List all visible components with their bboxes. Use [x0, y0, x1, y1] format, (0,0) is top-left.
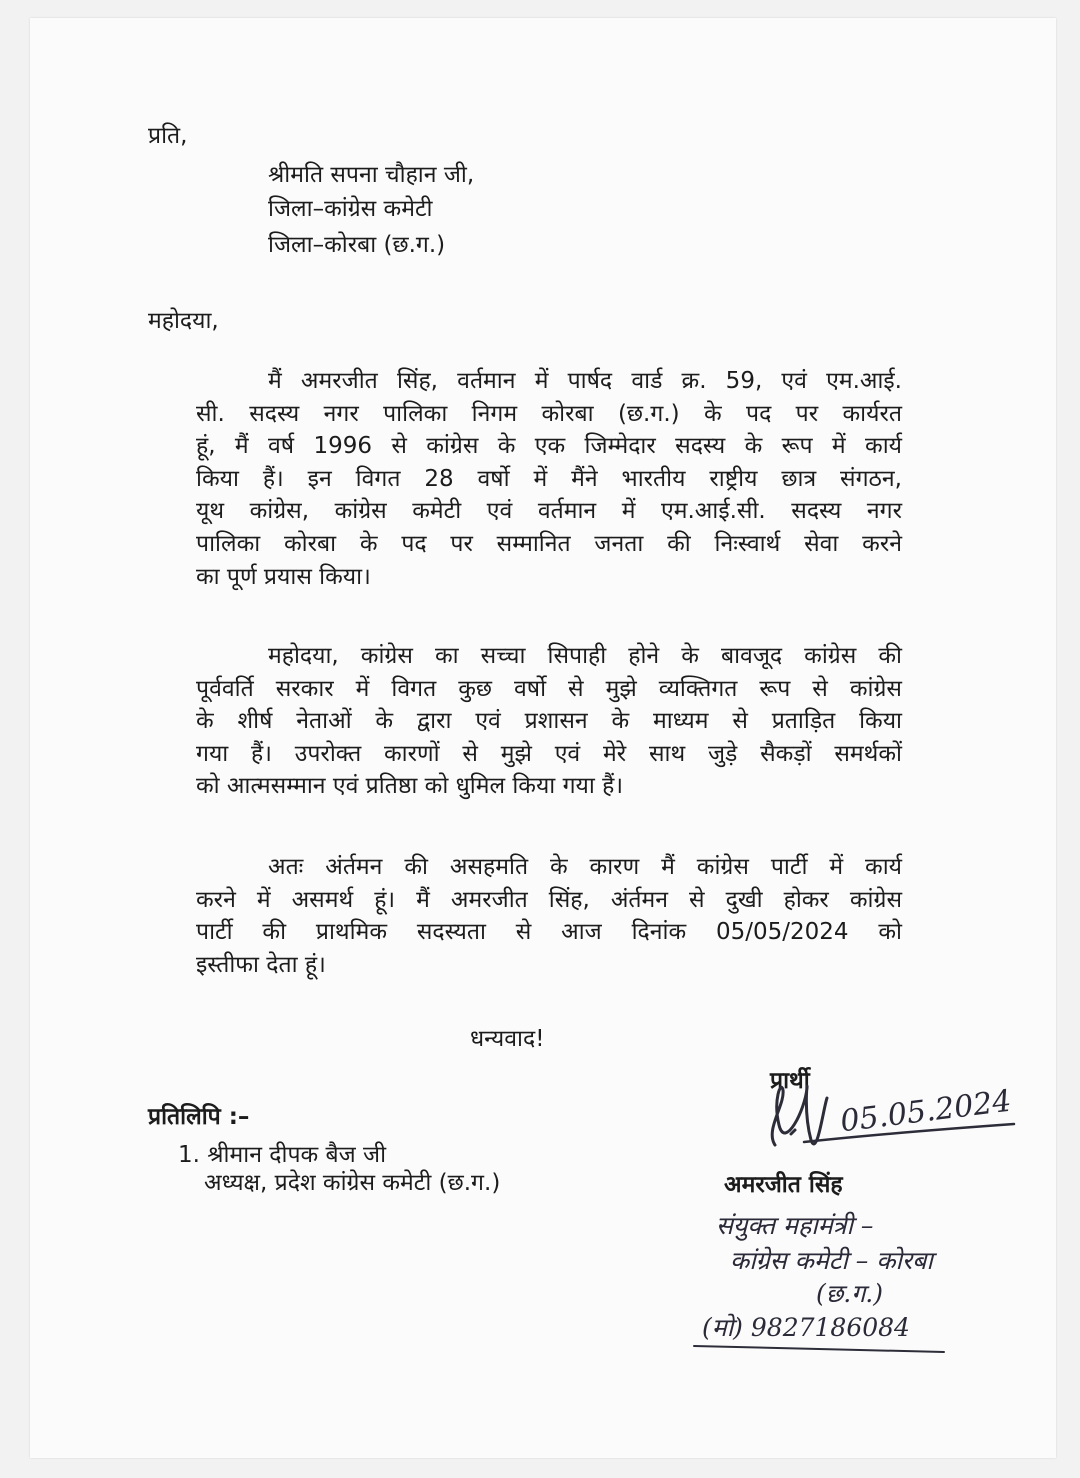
recipient-organization: जिला–कांग्रेस कमेटी — [268, 196, 433, 222]
paragraph-line: मैं अमरजीत सिंह, वर्तमान में पार्षद वार्ड क्र. 59, एवं एम.आई. — [268, 368, 902, 394]
paragraph-line: पार्टी की प्राथमिक सदस्यता से आज दिनांक 05/05/2024 को — [196, 919, 902, 946]
paragraph-1 — [196, 365, 902, 593]
salutation-prefix: प्रति, — [148, 123, 188, 149]
paragraph-line: इस्तीफा देता हूं। — [196, 951, 326, 978]
paragraph-line: के शीर्ष नेताओं के द्वारा एवं प्रशासन के माध्यम से प्रताड़ित किया — [196, 708, 902, 735]
thanks: धन्यवाद! — [470, 1026, 545, 1052]
signature-underline — [800, 1118, 1020, 1148]
handwritten-mobile: (मो) 9827186084 — [702, 1313, 910, 1342]
paragraph-2 — [196, 640, 902, 803]
handwritten-designation: संयुक्त महामंत्री – — [716, 1211, 874, 1240]
paragraph-line: गया हैं। उपरोक्त कारणों से मुझे एवं मेरे साथ जुड़े सैकड़ों समर्थकों — [196, 740, 902, 767]
recipient-name: श्रीमति सपना चौहान जी, — [268, 162, 475, 188]
paragraph-line: को आत्मसम्मान एवं प्रतिष्ठा को धुमिल किया गया हैं। — [196, 773, 624, 800]
paragraph-line: किया हैं। इन विगत 28 वर्षो में मैंने भारतीय राष्ट्रीय छात्र संगठन, — [196, 465, 902, 492]
paragraph-line: करने में असमर्थ हूं। मैं अमरजीत सिंह, अंर्तमन से दुखी होकर कांग्रेस — [196, 886, 902, 913]
paragraph-line: महोदया, कांग्रेस का सच्चा सिपाही होने के बावजूद कांग्रेस की — [268, 643, 902, 669]
greeting: महोदया, — [148, 308, 219, 334]
handwritten-committee: कांग्रेस कमेटी – कोरबा — [730, 1246, 933, 1275]
paragraph-line: पूर्ववर्ति सरकार में विगत कुछ वर्षो से मुझे व्यक्तिगत रूप से कांग्रेस — [196, 675, 902, 702]
copy-recipient-title: अध्यक्ष, प्रदेश कांग्रेस कमेटी (छ.ग.) — [204, 1170, 501, 1196]
signer-name: अमरजीत सिंह — [724, 1172, 843, 1198]
recipient-district: जिला–कोरबा (छ.ग.) — [268, 232, 446, 258]
paragraph-3 — [196, 851, 902, 981]
handwritten-date: 05.05.2024 — [838, 1083, 1014, 1140]
paragraph-line: पालिका कोरबा के पद पर सम्मानित जनता की निःस्वार्थ सेवा करने — [196, 530, 902, 557]
copy-recipient: 1. श्रीमान दीपक बैज जी — [178, 1142, 387, 1168]
paragraph-line: अतः अंर्तमन की असहमति के कारण मैं कांग्रेस पार्टी में कार्य — [268, 854, 902, 880]
copy-label: प्रतिलिपि :– — [148, 1104, 250, 1130]
handwritten-state: (छ.ग.) — [816, 1279, 884, 1308]
mobile-underline — [690, 1338, 950, 1358]
paragraph-line: यूथ कांग्रेस, कांग्रेस कमेटी एवं वर्तमान में एम.आई.सी. सदस्य नगर — [196, 498, 902, 525]
applicant-label: प्रार्थी — [770, 1068, 810, 1094]
paragraph-line: का पूर्ण प्रयास किया। — [196, 563, 371, 590]
paragraph-line: सी. सदस्य नगर पालिका निगम कोरबा (छ.ग.) के पद पर कार्यरत — [196, 400, 902, 427]
paragraph-line: हूं, मैं वर्ष 1996 से कांग्रेस के एक जिम्मेदार सदस्य के रूप में कार्य — [196, 433, 902, 460]
